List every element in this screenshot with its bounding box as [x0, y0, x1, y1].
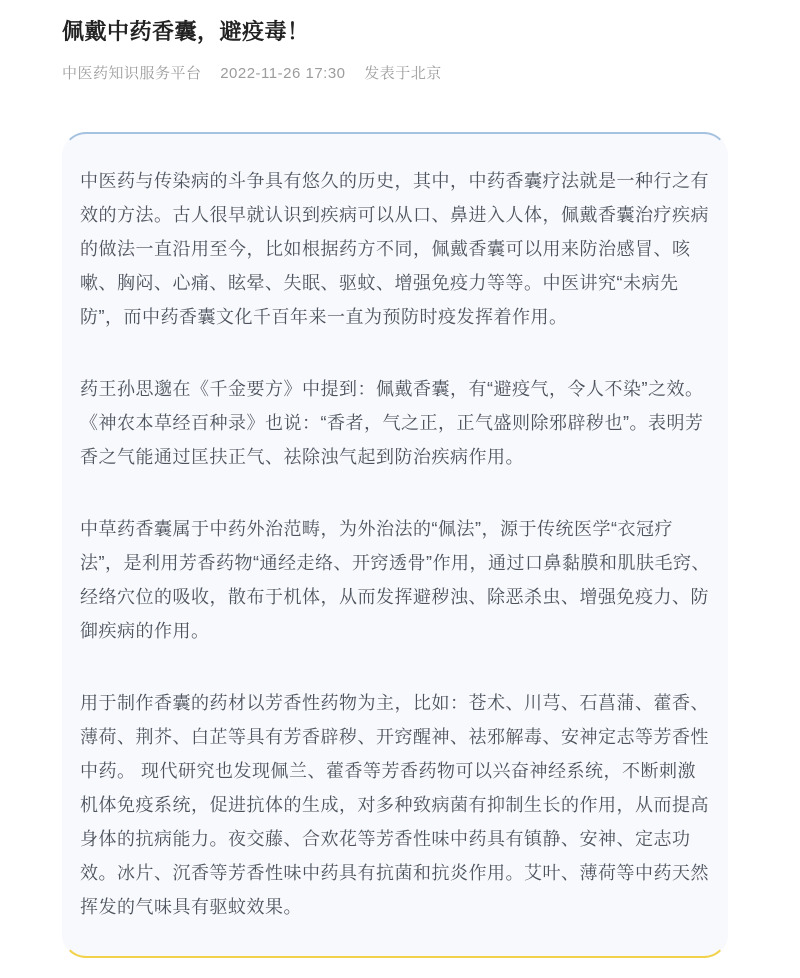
publish-location: 发表于北京 [364, 65, 442, 82]
paragraph-herbs: 用于制作香囊的药材以芳香性药物为主，比如：苍术、川芎、石菖蒲、藿香、薄荷、荆芥、白芷等具有芳香辟秽、开窍醒神、祛邪解毒、安神定志等芳香性中药。 现代研究也发现佩兰、藿香等芳香药物可以兴奋神经系统，不断刺激机体免疫系统，促进抗体的生成，对多种致病菌有抑制生长的作用，从而提高身体的抗病能力。夜交藤、合欢花等芳香性味中药具有镇静、安神、定志功效。冰片、沉香等芳香性味中药具有抗菌和抗炎作用。艾叶、薄荷等中药天然挥发的气味具有驱蚊效果。 [80, 693, 709, 917]
paragraph-external-therapy: 中草药香囊属于中药外治范畴，为外治法的“佩法”，源于传统医学“衣冠疗法”，是利用芳香药物“通经走络、开窍透骨”作用，通过口鼻黏膜和肌肤毛窍、经络穴位的吸收，散布于机体，从而发挥避秽浊、除恶杀虫、增强免疫力、防御疾病的作用。 [80, 519, 710, 641]
paragraph-history: 中医药与传染病的斗争具有悠久的历史，其中，中药香囊疗法就是一种行之有效的方法。古人很早就认识到疾病可以从口、鼻进入人体，佩戴香囊治疗疾病的做法一直沿用至今，比如根据药方不同，佩戴香囊可以用来防治感冒、咳嗽、胸闷、心痛、眩晕、失眠、驱蚊、增强免疫力等等。中医讲究“未病先防”，而中药香囊文化千百年来一直为预防时疫发挥着作用。 [80, 171, 709, 327]
article-meta [62, 64, 800, 84]
article-title: 佩戴中药香囊，避疫毒！ [62, 19, 310, 44]
article-content-card [62, 132, 728, 958]
paragraph-classics: 药王孙思邈在《千金要方》中提到：佩戴香囊，有“避疫气，令人不染”之效。《神农本草经百种录》也说：“香者，气之正，正气盛则除邪辟秽也”。表明芳香之气能通过匡扶正气、祛除浊气起到防治疾病作用。 [80, 379, 704, 467]
account-name[interactable]: 中医药知识服务平台 [62, 65, 202, 82]
publish-datetime: 2022-11-26 17:30 [220, 65, 346, 82]
